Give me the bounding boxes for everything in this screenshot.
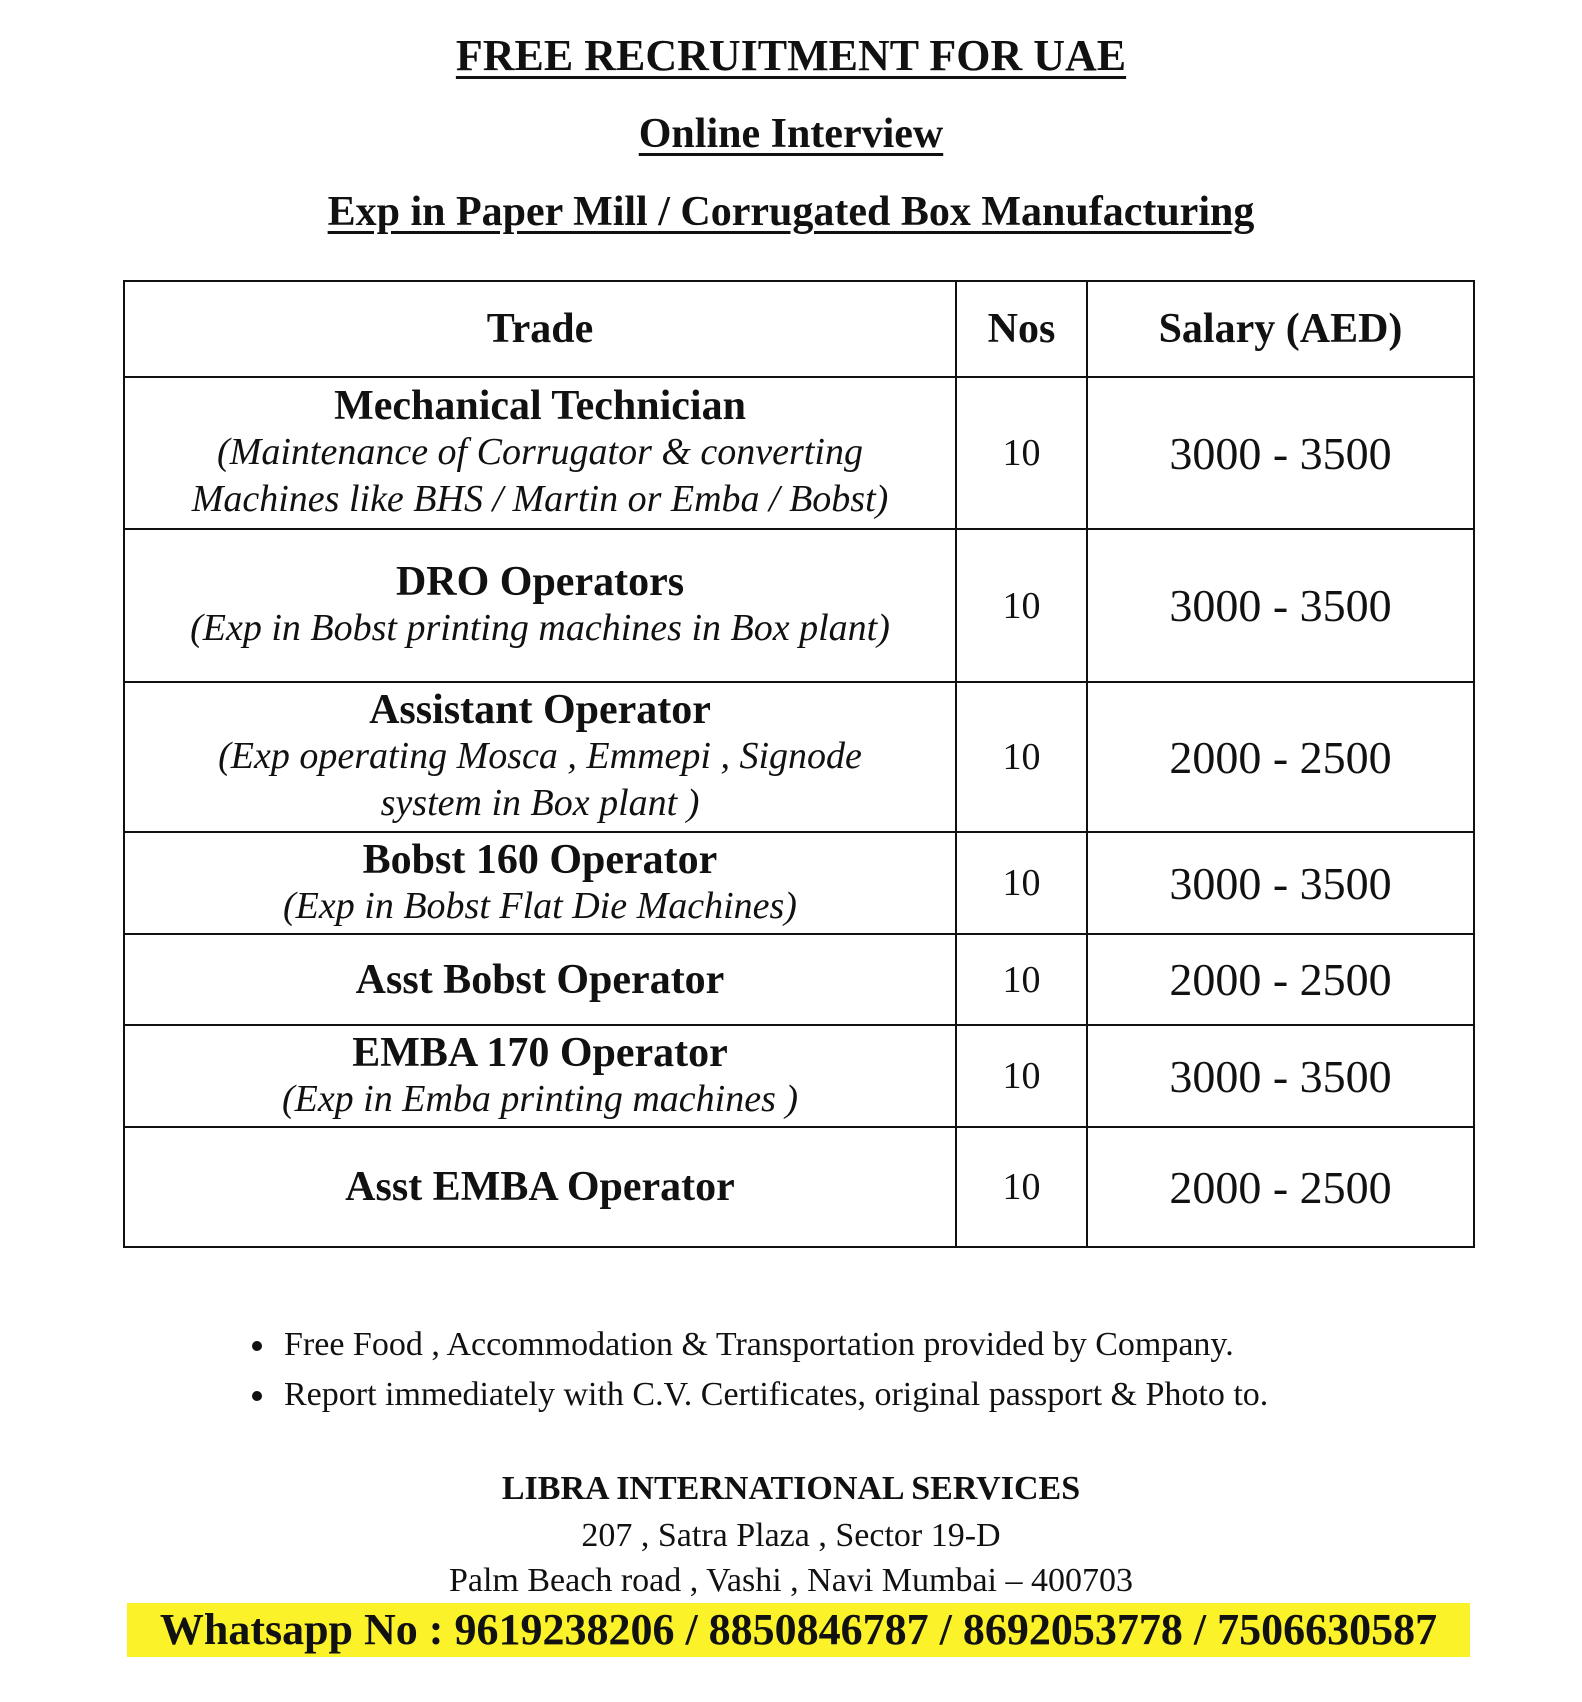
benefits-list xyxy=(230,1320,1478,1420)
whatsapp-numbers: Whatsapp No : 9619238206 / 8850846787 / 8692053778 / 7506630587 xyxy=(159,1605,1438,1654)
whatsapp-highlight xyxy=(127,1603,1470,1657)
salary-cell: 3000 - 3500 xyxy=(1087,832,1474,934)
trade-description: (Exp operating Mosca , Emmepi , Signode xyxy=(218,735,862,777)
nos-cell: 10 xyxy=(956,1025,1087,1127)
page-subtitle: Online Interview xyxy=(638,111,944,157)
table-row xyxy=(124,377,1474,529)
salary-cell: 3000 - 3500 xyxy=(1087,1025,1474,1127)
trade-name: Asst Bobst Operator xyxy=(355,956,725,1003)
trade-name: Asst EMBA Operator xyxy=(345,1164,735,1210)
table-row xyxy=(124,1025,1474,1127)
trade-name: Assistant Operator xyxy=(369,687,711,733)
table-row xyxy=(124,682,1474,832)
trade-name: EMBA 170 Operator xyxy=(352,1029,728,1076)
company-address-line2: Palm Beach road , Vashi , Navi Mumbai – 400703 xyxy=(448,1562,1133,1599)
nos-cell: 10 xyxy=(956,934,1087,1025)
trade-cell xyxy=(124,377,956,529)
table-header-row xyxy=(124,281,1474,377)
trade-name: DRO Operators xyxy=(395,559,685,605)
header-trade: Trade xyxy=(124,281,956,377)
nos-cell: 10 xyxy=(956,1127,1087,1247)
trade-description: (Maintenance of Corrugator & converting xyxy=(217,431,863,473)
page-title: FREE RECRUITMENT FOR UAE xyxy=(455,31,1127,80)
trade-cell xyxy=(124,1025,956,1127)
nos-cell: 10 xyxy=(956,529,1087,682)
nos-cell: 10 xyxy=(956,377,1087,529)
list-item: • Free Food , Accommodation & Transportation provided by Company. xyxy=(278,1320,1478,1370)
trade-name: Bobst 160 Operator xyxy=(362,836,718,883)
company-name: LIBRA INTERNATIONAL SERVICES xyxy=(501,1470,1081,1507)
header-salary: Salary (AED) xyxy=(1087,281,1474,377)
trade-name: Mechanical Technician xyxy=(334,383,746,429)
salary-cell: 2000 - 2500 xyxy=(1087,682,1474,832)
salary-cell: 3000 - 3500 xyxy=(1087,529,1474,682)
nos-cell: 10 xyxy=(956,832,1087,934)
trade-cell xyxy=(124,1127,956,1247)
list-item: • Report immediately with C.V. Certificates, original passport & Photo to. xyxy=(278,1370,1478,1420)
table-row xyxy=(124,832,1474,934)
salary-cell: 2000 - 2500 xyxy=(1087,934,1474,1025)
company-address-line1: 207 , Satra Plaza , Sector 19-D xyxy=(581,1517,1001,1554)
jobs-table xyxy=(123,280,1475,1248)
trade-cell xyxy=(124,934,956,1025)
trade-cell xyxy=(124,682,956,832)
trade-cell xyxy=(124,832,956,934)
trade-cell xyxy=(124,529,956,682)
trade-description: (Exp in Bobst printing machines in Box plant) xyxy=(190,607,890,649)
trade-description: Machines like BHS / Martin or Emba / Bobst) xyxy=(191,478,889,520)
nos-cell: 10 xyxy=(956,682,1087,832)
header-nos: Nos xyxy=(956,281,1087,377)
trade-description: (Exp in Bobst Flat Die Machines) xyxy=(283,884,797,927)
salary-cell: 2000 - 2500 xyxy=(1087,1127,1474,1247)
salary-cell: 3000 - 3500 xyxy=(1087,377,1474,529)
table-row xyxy=(124,934,1474,1025)
experience-requirement: Exp in Paper Mill / Corrugated Box Manufacturing xyxy=(327,189,1255,235)
table-row xyxy=(124,1127,1474,1247)
table-row xyxy=(124,529,1474,682)
trade-description: system in Box plant ) xyxy=(380,782,700,824)
trade-description: (Exp in Emba printing machines ) xyxy=(281,1077,799,1120)
